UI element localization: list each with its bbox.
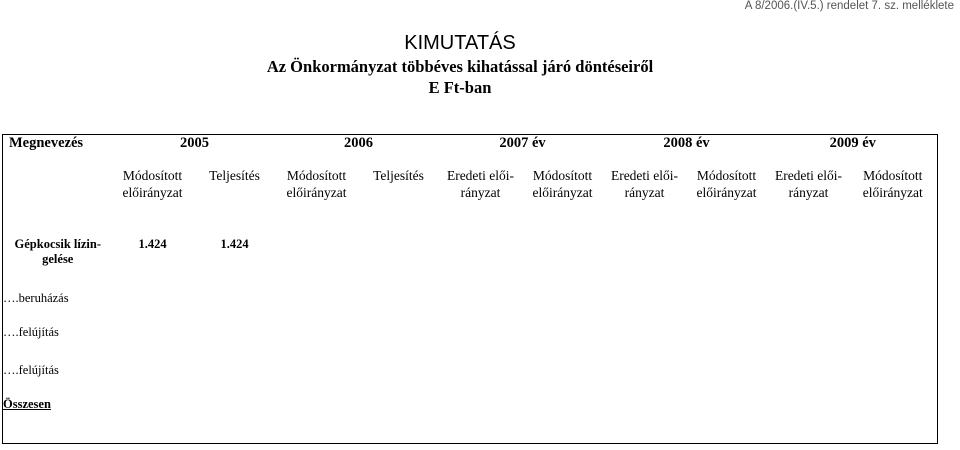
row-label: ….beruházás: [3, 291, 113, 325]
subheader-cell: Módosított előirányzat: [849, 167, 938, 237]
regulation-reference: A 8/2006.(IV.5.) rendelet 7. sz. melléklete: [744, 0, 954, 12]
year-2009: 2009 év: [769, 135, 938, 168]
table-row: [3, 237, 938, 291]
subheader-cell: Módosított előirányzat: [532, 168, 593, 200]
subheader-empty: [3, 167, 113, 237]
document-title: KIMUTATÁS: [404, 32, 516, 54]
subheader-cell: Módosított előirányzat: [122, 168, 183, 200]
year-2005: 2005: [113, 135, 277, 168]
year-2008: 2008 év: [605, 135, 769, 168]
subheader-cell: Eredeti elői-rányzat: [446, 168, 515, 200]
table-row: [3, 325, 938, 363]
year-2007: 2007 év: [441, 135, 605, 168]
subheader-cell: Módosított előirányzat: [286, 168, 347, 200]
row-label: Gépkocsik lízin-gelése: [3, 237, 113, 291]
row-label: ….felújítás: [3, 325, 113, 363]
row-label: ….felújítás: [3, 363, 113, 397]
document-subtitle: Az Önkormányzat többéves kihatással járó döntéseiről: [266, 57, 654, 76]
subheader-cell: Eredeti elői-rányzat: [774, 168, 843, 200]
header-label: Megnevezés: [3, 135, 113, 168]
currency-unit: E Ft-ban: [428, 78, 492, 97]
subheader-row: [3, 167, 938, 237]
subheader-cell: Eredeti elői-rányzat: [610, 168, 679, 200]
value-cell: 1.424: [220, 237, 249, 251]
year-header-row: [3, 135, 938, 168]
total-label: Összesen: [3, 397, 113, 443]
table-row: [3, 291, 938, 325]
year-2006: 2006: [277, 135, 441, 168]
subheader-cell: Teljesítés: [373, 168, 424, 183]
total-row: [3, 397, 938, 443]
table-row: [3, 363, 938, 397]
subheader-cell: Módosított előirányzat: [696, 168, 757, 200]
multi-year-table: [2, 134, 938, 444]
subheader-cell: Teljesítés: [209, 168, 260, 183]
value-cell: 1.424: [138, 237, 167, 251]
